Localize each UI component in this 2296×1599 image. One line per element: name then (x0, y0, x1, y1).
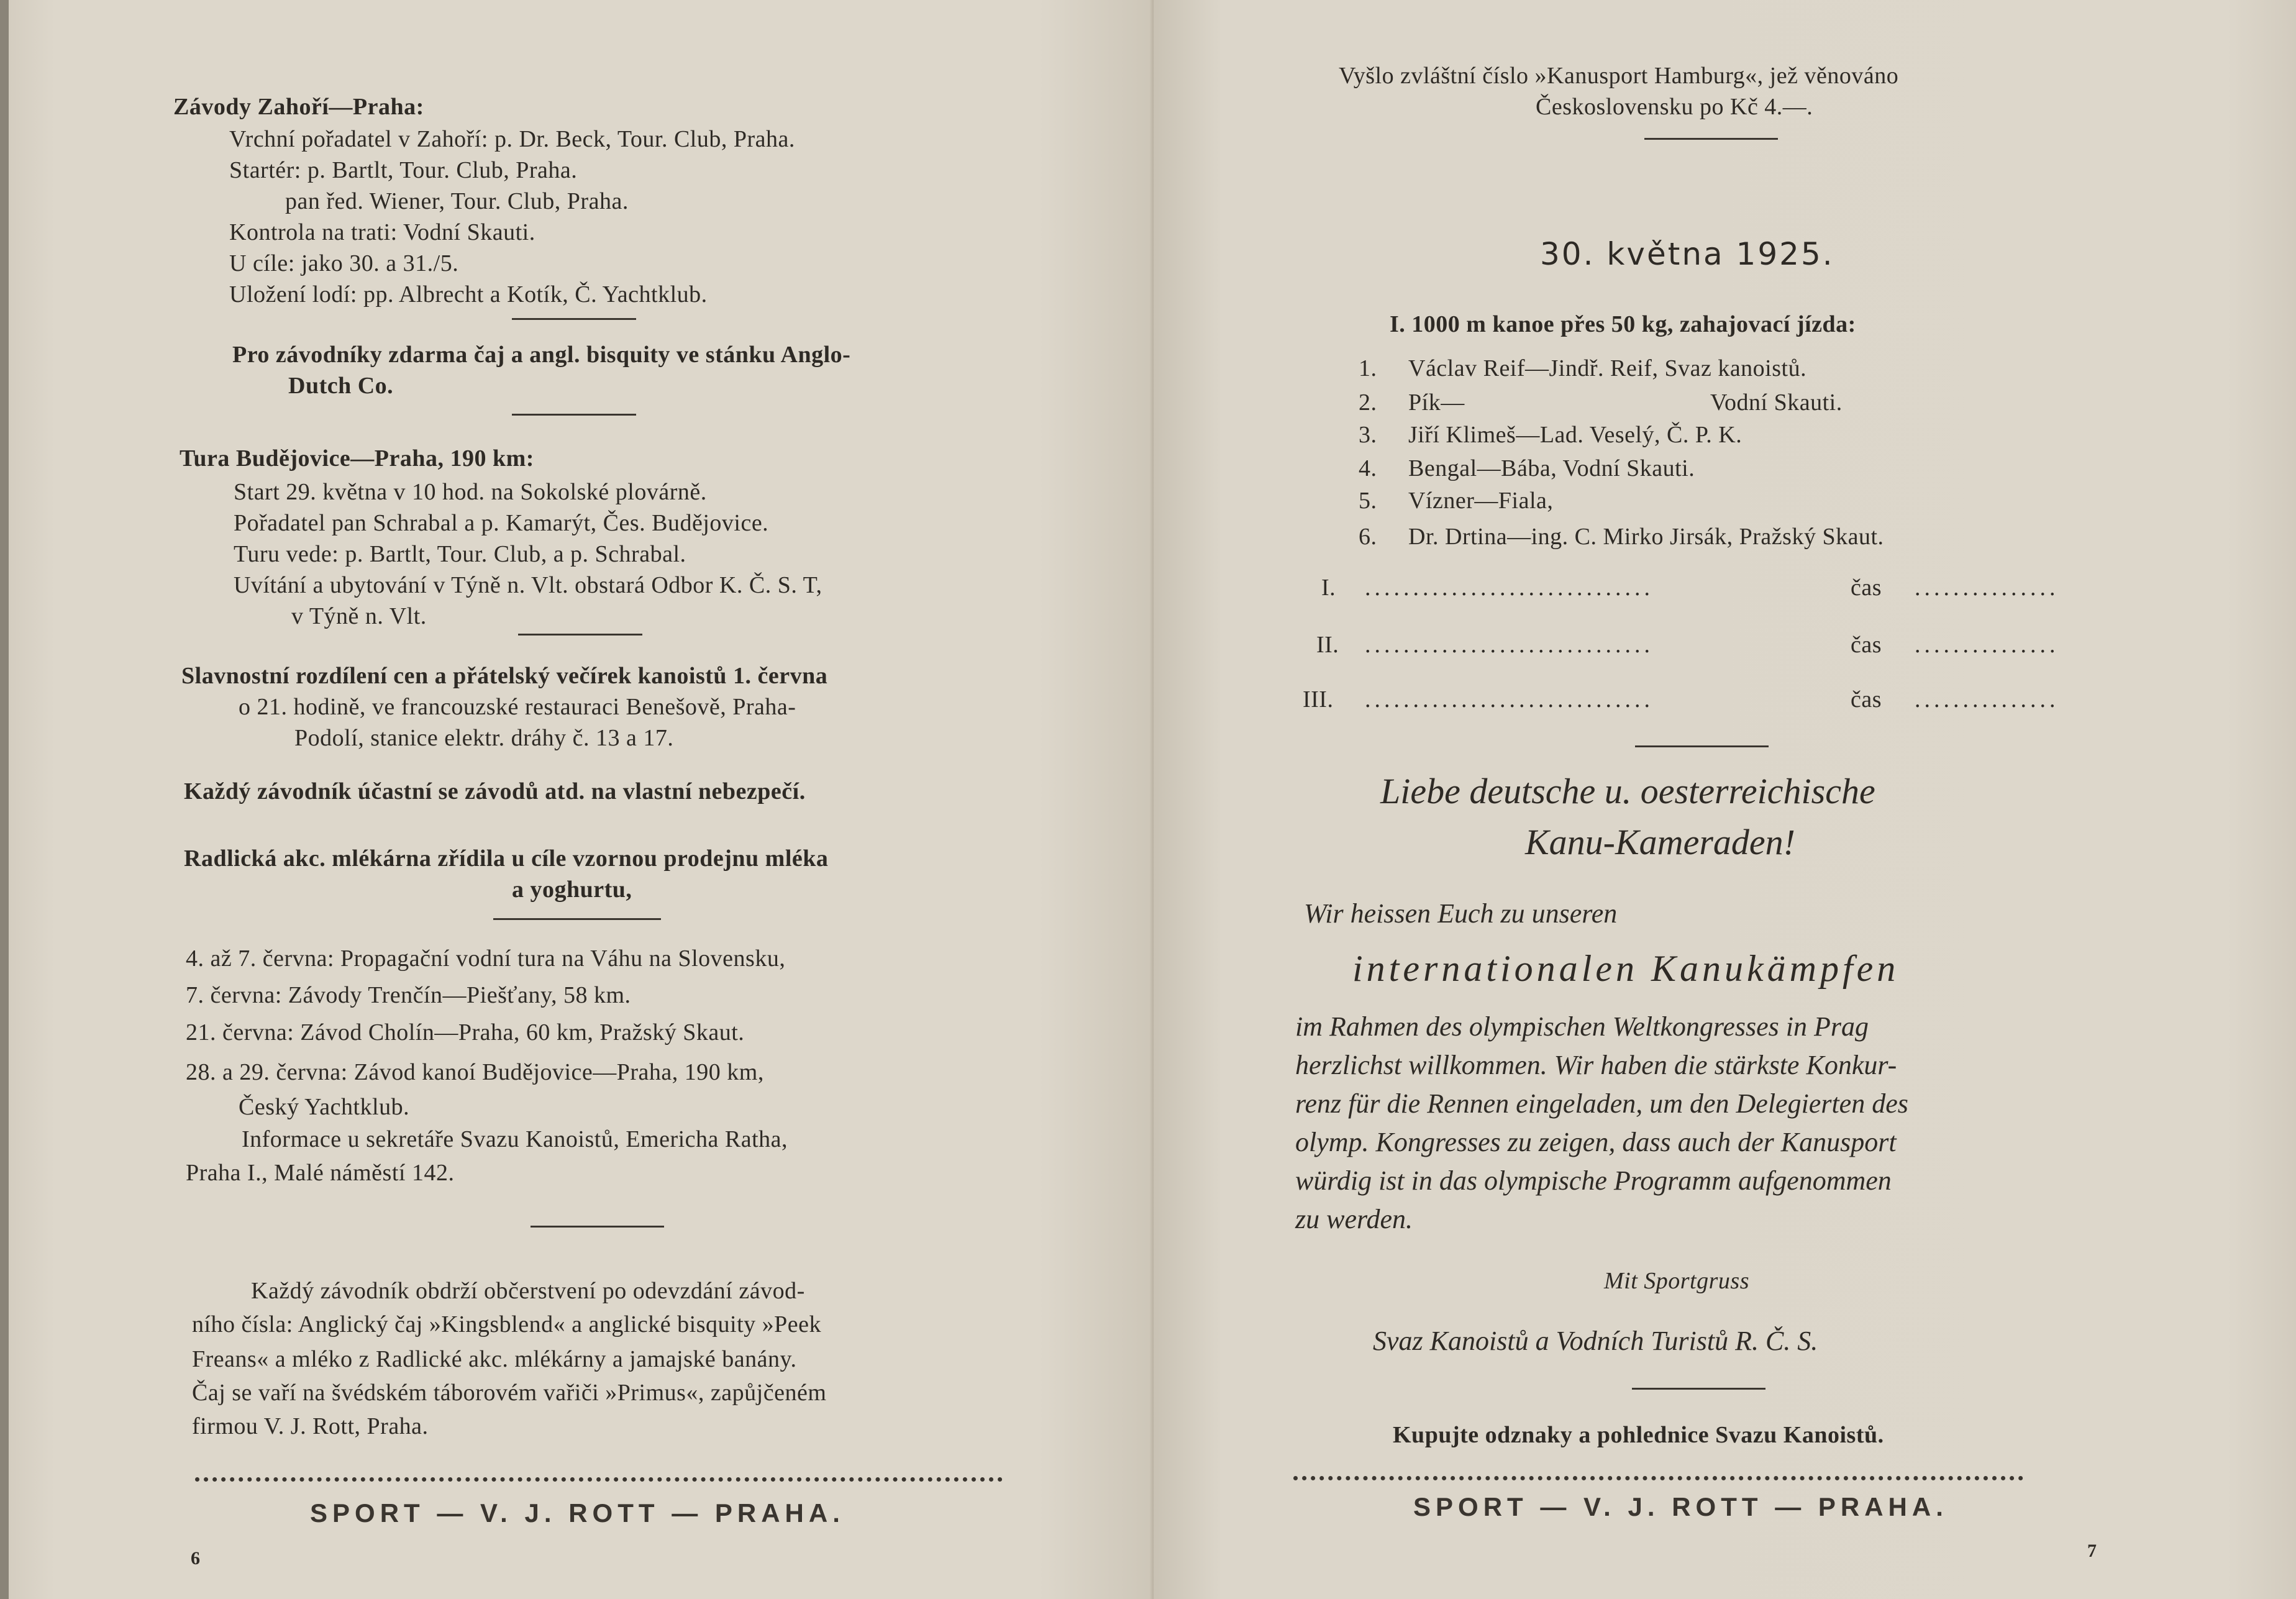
tura-line: Pořadatel pan Schrabal a p. Kamarýt, Čes. Budějovice. (234, 510, 769, 536)
result-place: II. (1316, 632, 1339, 658)
refreshment-line: Každý závodník obdrží občerstvení po odevzdání závod- (251, 1278, 805, 1304)
right-footer: SPORT — V. J. ROTT — PRAHA. (1413, 1492, 1948, 1521)
tura-line: Turu vede: p. Bartlt, Tour. Club, a p. Schrabal. (234, 541, 686, 567)
entry-name: Vízner—Fiala, (1408, 488, 1554, 514)
ceremony-line: Podolí, stanice elektr. dráhy č. 13 a 17. (294, 725, 674, 751)
left-footer: SPORT — V. J. ROTT — PRAHA. (310, 1498, 845, 1528)
right-page (1154, 0, 2296, 1599)
tea-line: Pro závodníky zdarma čaj a angl. bisquity ve stánku Anglo- (232, 342, 851, 368)
tea-line: Dutch Co. (288, 373, 394, 399)
dairy-line: Radlická akc. mlékárna zřídila u cíle vzornou prodejnu mléka (184, 845, 829, 872)
greeting-signature: Svaz Kanoistů a Vodních Turistů R. Č. S. (1373, 1326, 1818, 1356)
separator (512, 414, 636, 416)
entry-number: 1. (1359, 355, 1377, 381)
schedule-item: 4. až 7. června: Propagační vodní tura na Váhu na Slovensku, (186, 945, 786, 972)
page-number: 7 (2087, 1541, 2097, 1561)
dotted-rule (195, 1477, 1003, 1482)
result-dots: .............................. (1365, 632, 1654, 658)
race-title: I. 1000 m kanoe přes 50 kg, zahajovací jízda: (1390, 311, 1856, 337)
entry-name: Pík— (1408, 390, 1465, 416)
greeting-body: olymp. Kongresses zu zeigen, dass auch der Kanusport (1295, 1127, 1897, 1157)
separator (1635, 745, 1769, 747)
ceremony-line: Slavnostní rozdílení cen a přátelský večírek kanoistů 1. června (181, 663, 828, 689)
entry-name: Dr. Drtina—ing. C. Mirko Jirsák, Pražský Skaut. (1408, 524, 1884, 550)
greeting-heading: Liebe deutsche u. oesterreichische (1380, 771, 1875, 811)
result-dots: ............... (1915, 632, 2059, 658)
separator (493, 918, 661, 920)
result-dots: .............................. (1365, 686, 1654, 713)
result-dots: ............... (1915, 686, 2059, 713)
tura-line: Uvítání a ubytování v Týně n. Vlt. obstará Odbor K. Č. S. T, (234, 572, 822, 598)
entry-club: Vodní Skauti. (1710, 390, 1843, 416)
tura-line: v Týně n. Vlt. (291, 603, 427, 629)
result-place: I. (1321, 575, 1336, 601)
tura-heading: Tura Budějovice—Praha, 190 km: (180, 445, 534, 472)
schedule-item: 21. června: Závod Cholín—Praha, 60 km, Pražský Skaut. (186, 1019, 745, 1046)
result-time-label: čas (1851, 686, 1882, 713)
refreshment-line: Freans« a mléko z Radlické akc. mlékárny a jamajské banány. (192, 1346, 797, 1372)
schedule-item: Český Yachtklub. (239, 1094, 410, 1120)
entry-number: 5. (1359, 488, 1377, 514)
entry-number: 6. (1359, 524, 1377, 550)
schedule-item: 28. a 29. června: Závod kanoí Budějovice—Praha, 190 km, (186, 1059, 764, 1085)
separator (512, 318, 636, 320)
ceremony-line: o 21. hodině, ve francouzské restauraci Benešově, Praha- (239, 694, 796, 720)
greeting-heading: Kanu-Kameraden! (1525, 822, 1795, 862)
tura-line: Start 29. května v 10 hod. na Sokolské plovárně. (234, 479, 707, 505)
separator (1632, 1388, 1765, 1390)
greeting-big: internationalen Kanukämpfen (1352, 948, 1900, 989)
greeting-body: herzlichst willkommen. Wir haben die stärkste Konkur- (1295, 1050, 1897, 1080)
result-time-label: čas (1851, 575, 1882, 601)
risk-notice: Každý závodník účastní se závodů atd. na vlastní nebezpečí. (184, 778, 806, 804)
refreshment-line: Čaj se vaří na švédském táborovém vařiči »Primus«, zapůjčeném (192, 1380, 827, 1406)
entry-name: Bengal—Bába, Vodní Skauti. (1408, 455, 1695, 481)
greeting-body: würdig ist in das olympische Programm aufgenommen (1295, 1165, 1892, 1196)
greeting-body: im Rahmen des olympischen Weltkongresses in Prag (1295, 1011, 1869, 1042)
separator (531, 1226, 664, 1228)
result-dots: .............................. (1365, 575, 1654, 601)
schedule-item: 7. června: Závody Trenčín—Piešťany, 58 km. (186, 982, 631, 1008)
entry-name: Václav Reif—Jindř. Reif, Svaz kanoistů. (1408, 355, 1807, 381)
entry-name: Jiří Klimeš—Lad. Veselý, Č. P. K. (1408, 422, 1742, 448)
info-line: Informace u sekretáře Svazu Kanoistů, Emericha Ratha, (242, 1126, 788, 1152)
buy-notice: Kupujte odznaky a pohlednice Svazu Kanoistů. (1393, 1422, 1884, 1448)
separator (1644, 138, 1778, 140)
result-dots: ............... (1915, 575, 2059, 601)
info-line: Praha I., Malé náměstí 142. (186, 1160, 455, 1186)
zahori-line: pan řed. Wiener, Tour. Club, Praha. (285, 188, 629, 214)
refreshment-line: firmou V. J. Rott, Praha. (192, 1413, 429, 1439)
entry-number: 4. (1359, 455, 1377, 481)
zahori-line: U cíle: jako 30. a 31./5. (229, 250, 459, 276)
greeting-body: renz für die Rennen eingeladen, um den Delegierten des (1295, 1088, 1908, 1119)
zahori-line: Startér: p. Bartlt, Tour. Club, Praha. (229, 157, 578, 183)
entry-number: 2. (1359, 390, 1377, 416)
page-number: 6 (191, 1548, 200, 1569)
zahori-line: Vrchní pořadatel v Zahoří: p. Dr. Beck, Tour. Club, Praha. (229, 126, 795, 152)
dairy-line: a yoghurtu, (512, 877, 632, 903)
zahori-line: Kontrola na trati: Vodní Skauti. (229, 219, 535, 245)
greeting-body: zu werden. (1295, 1204, 1413, 1234)
note-line: Československu po Kč 4.—. (1536, 94, 1813, 120)
zahori-line: Uložení lodí: pp. Albrecht a Kotík, Č. Yachtklub. (229, 281, 708, 308)
zahori-heading: Závody Zahoří—Praha: (173, 94, 424, 120)
refreshment-line: ního čísla: Anglický čaj »Kingsblend« a anglické bisquity »Peek (192, 1311, 821, 1337)
result-place: III. (1303, 686, 1334, 713)
separator (518, 634, 642, 636)
result-time-label: čas (1851, 632, 1882, 658)
date-heading: 30. května 1925. (1540, 236, 1834, 272)
note-line: Vyšlo zvláštní číslo »Kanusport Hamburg«, jež věnováno (1339, 63, 1899, 89)
dotted-rule (1293, 1476, 2023, 1480)
greeting-salute: Mit Sportgruss (1604, 1268, 1749, 1294)
left-page (9, 0, 1154, 1599)
entry-number: 3. (1359, 422, 1377, 448)
greeting-line: Wir heissen Euch zu unseren (1304, 898, 1618, 929)
